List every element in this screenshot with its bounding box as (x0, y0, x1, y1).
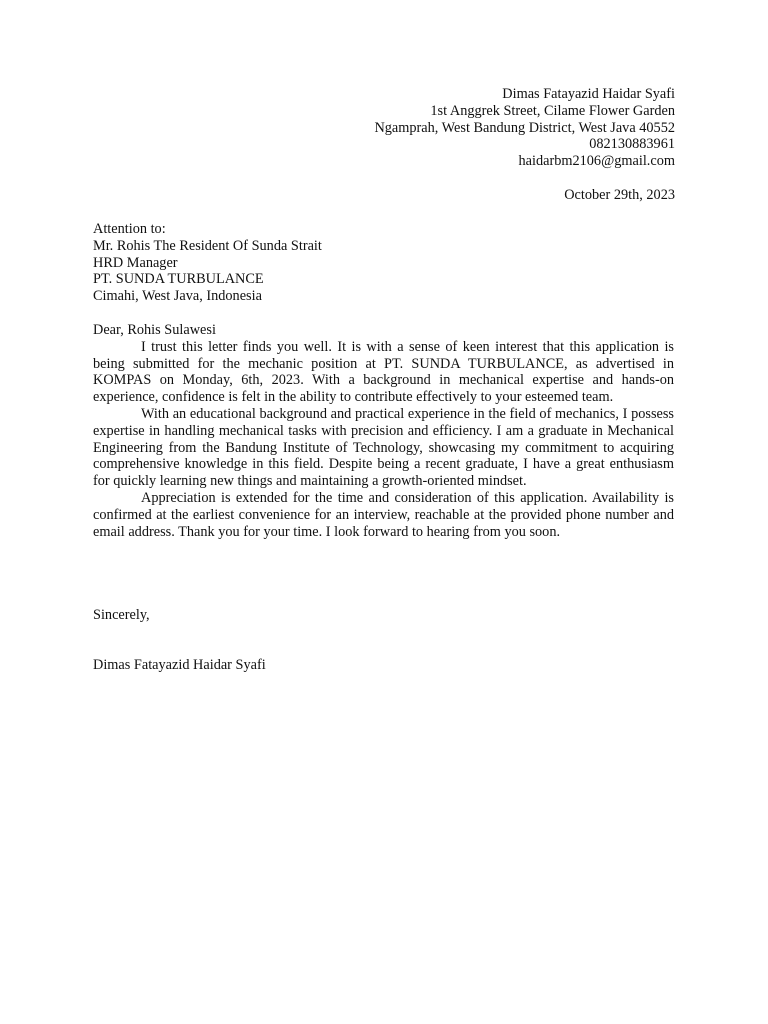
signature-name: Dimas Fatayazid Haidar Syafi (93, 657, 266, 673)
sender-city: Ngamprah, West Bandung District, West Java 40552 (374, 119, 675, 136)
sender-street: 1st Anggrek Street, Cilame Flower Garden (430, 102, 675, 119)
sender-name: Dimas Fatayazid Haidar Syafi (502, 86, 675, 102)
recipient-address-block (93, 221, 322, 305)
recipient-company: PT. SUNDA TURBULANCE (93, 271, 264, 288)
closing: Sincerely, (93, 607, 150, 623)
recipient-title: HRD Manager (93, 254, 178, 271)
sender-phone: 082130883961 (589, 136, 675, 153)
recipient-location: Cimahi, West Java, Indonesia (93, 288, 262, 305)
body-paragraph-3: Appreciation is extended for the time and consideration of this application. Availability is confirmed at the earliest convenience for an interview, reachable at the provided phone number and email address. Thank you for your time. I look forward to hearing from you soon. (93, 489, 674, 540)
sender-email: haidarbm2106@gmail.com (518, 153, 675, 170)
sender-address-block (374, 86, 675, 170)
body-paragraph-2: With an educational background and practical experience in the field of mechanics, I possess expertise in handling mechanical tasks with precision and efficiency. I am a graduate in Mechanical Engineering from the Bandung Institute of Technology, showcasing my commitment to acquiring comprehensive knowledge in this field. Despite being a recent graduate, I have a great enthusiasm for quickly learning new things and maintaining a growth-oriented mindset. (93, 405, 674, 490)
body-paragraph-1: I trust this letter finds you well. It is with a sense of keen interest that this application is being submitted for the mechanic position at PT. SUNDA TURBULANCE, as advertised in KOMPAS on Monday, 6th, 2023. With a background in mechanical expertise and hands-on experience, confidence is felt in the ability to contribute effectively to your esteemed team. (93, 338, 674, 406)
letter-body (93, 322, 674, 540)
recipient-name: Mr. Rohis The Resident Of Sunda Strait (93, 237, 322, 254)
salutation: Dear, Rohis Sulawesi (93, 322, 216, 338)
letter-date: October 29th, 2023 (564, 187, 675, 203)
attention-line: Attention to: (93, 221, 166, 237)
